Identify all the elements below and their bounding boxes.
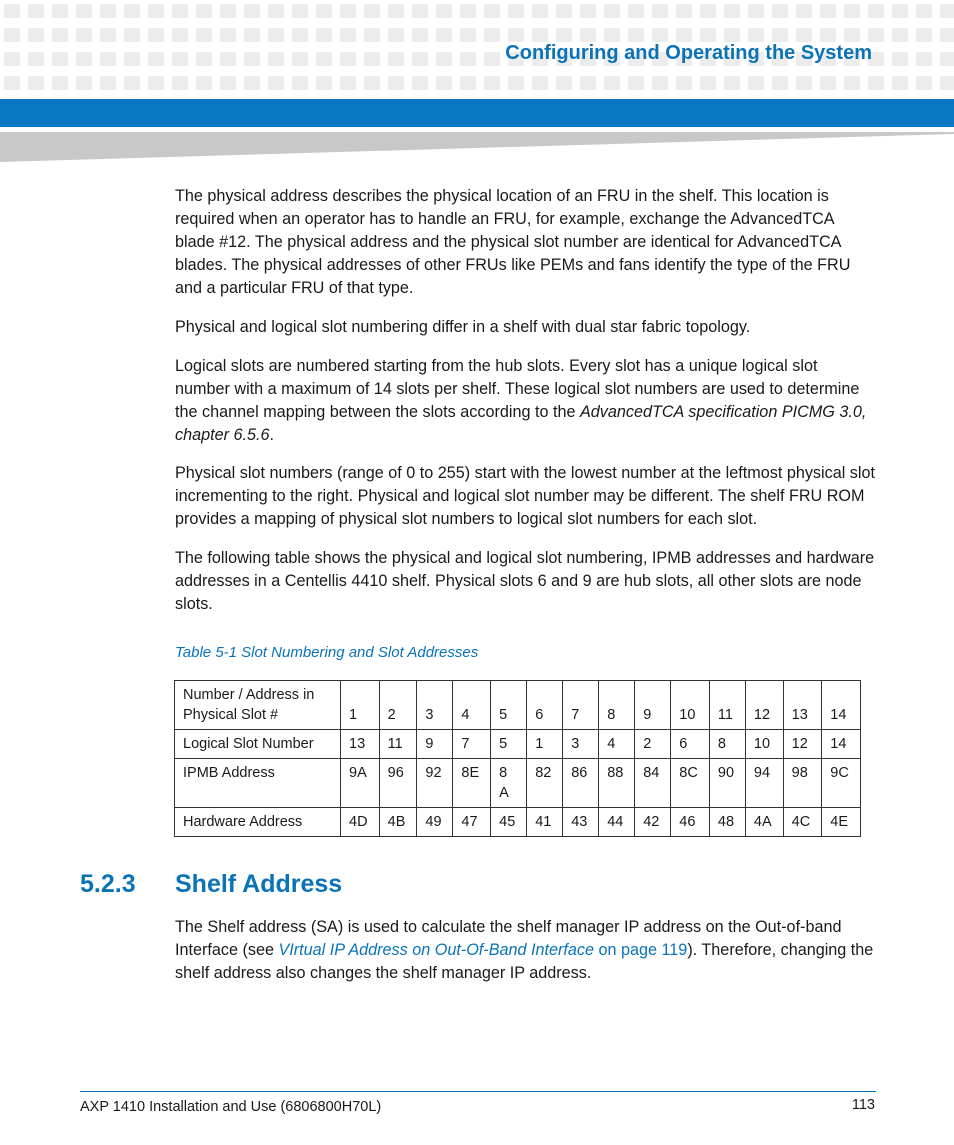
pattern-dot	[316, 28, 332, 42]
pattern-dot	[76, 4, 92, 18]
table-cell: 8	[709, 730, 745, 759]
pattern-dot	[676, 4, 692, 18]
row-label: Hardware Address	[175, 808, 341, 837]
table-cell: 7	[563, 681, 599, 730]
paragraph-block-3	[175, 355, 875, 447]
pattern-dot	[508, 76, 524, 90]
table-cell: 8C	[671, 759, 710, 808]
pattern-dot	[124, 4, 140, 18]
ipmb-address-row	[175, 759, 861, 808]
pattern-dot	[412, 4, 428, 18]
pattern-dot	[244, 52, 260, 66]
header-blue-bar	[0, 99, 954, 127]
table-cell: 4E	[822, 808, 861, 837]
pattern-dot	[460, 76, 476, 90]
pattern-dot	[364, 4, 380, 18]
hardware-address-row	[175, 808, 861, 837]
pattern-dot	[940, 52, 954, 66]
pattern-dot	[532, 4, 548, 18]
pattern-dot	[28, 4, 44, 18]
pattern-dot	[76, 76, 92, 90]
table-cell: 7	[453, 730, 491, 759]
pattern-dot	[460, 52, 476, 66]
pattern-dot	[268, 52, 284, 66]
table-cell: 46	[671, 808, 710, 837]
pattern-dot	[940, 28, 954, 42]
pattern-dot	[364, 52, 380, 66]
pattern-dot	[148, 76, 164, 90]
paragraph-logical-slots	[175, 355, 875, 447]
table-cell: 96	[379, 759, 417, 808]
pattern-dot	[4, 28, 20, 42]
table-cell: 14	[822, 730, 861, 759]
pattern-dot	[364, 76, 380, 90]
table-cell: 4B	[379, 808, 417, 837]
physical-slot-row	[175, 681, 861, 730]
table-cell: 1	[527, 730, 563, 759]
pattern-dot	[484, 28, 500, 42]
pattern-dot	[724, 4, 740, 18]
table-cell: 45	[491, 808, 527, 837]
pattern-dot	[652, 28, 668, 42]
pattern-dot	[4, 4, 20, 18]
pattern-dot	[892, 52, 908, 66]
pattern-dot	[436, 76, 452, 90]
table-cell: 11	[379, 730, 417, 759]
table-cell: 3	[563, 730, 599, 759]
footer-document-title: AXP 1410 Installation and Use (6806800H70L)	[80, 1099, 382, 1115]
pattern-dot	[436, 28, 452, 42]
pattern-dot	[244, 28, 260, 42]
pattern-dot	[388, 76, 404, 90]
pattern-dot	[172, 76, 188, 90]
pattern-dot	[268, 28, 284, 42]
pattern-dot	[28, 52, 44, 66]
pattern-dot	[724, 76, 740, 90]
pattern-dot	[868, 28, 884, 42]
pattern-dot	[196, 28, 212, 42]
table-cell: 12	[745, 681, 783, 730]
pattern-dot	[892, 28, 908, 42]
pattern-dot	[748, 76, 764, 90]
pattern-dot	[796, 28, 812, 42]
pattern-dot	[580, 76, 596, 90]
row-label: Number / Address in Physical Slot #	[175, 681, 341, 730]
table-cell: 2	[379, 681, 417, 730]
table-cell: 90	[709, 759, 745, 808]
pattern-dot	[100, 28, 116, 42]
pattern-dot	[916, 28, 932, 42]
pattern-dot	[796, 4, 812, 18]
table-caption: Table 5-1 Slot Numbering and Slot Addresses	[175, 644, 479, 661]
pattern-dot	[316, 52, 332, 66]
table-cell: 43	[563, 808, 599, 837]
pattern-dot	[76, 52, 92, 66]
pattern-dot	[532, 28, 548, 42]
pattern-dot	[604, 76, 620, 90]
row-label: IPMB Address	[175, 759, 341, 808]
table-cell: 4C	[783, 808, 822, 837]
pattern-dot	[124, 28, 140, 42]
paragraph-block-2	[175, 316, 875, 339]
pattern-dot	[532, 76, 548, 90]
paragraph-logical-slots-text: Logical slots are numbered starting from the hub slots. Every slot has a unique logical slot number with a maximum of 14 slots per shelf. These logical slot numbers are used to determine the channel mapping between the slots according to the	[175, 357, 860, 421]
pattern-dot	[76, 28, 92, 42]
table-cell: 94	[745, 759, 783, 808]
paragraph-physical-slots: Physical slot numbers (range of 0 to 255) start with the lowest number at the leftmost physical slot incrementing to the right. Physical and logical slot number may be different. The shelf FRU ROM provides a mapping of physical slot numbers to logical slot numbers for each slot.	[175, 464, 875, 528]
pattern-dot	[220, 52, 236, 66]
pattern-dot	[700, 4, 716, 18]
pattern-dot	[388, 4, 404, 18]
pattern-dot	[556, 4, 572, 18]
pattern-dot	[916, 52, 932, 66]
pattern-dot	[220, 28, 236, 42]
pattern-dot	[772, 28, 788, 42]
shelf-address-text: The Shelf address (SA) is used to calculate the shelf manager IP address on the Out-of-band Interface (see	[175, 918, 842, 959]
table-cell: 49	[417, 808, 453, 837]
pattern-dot	[340, 28, 356, 42]
pattern-dot	[316, 76, 332, 90]
page-number: 113	[851, 1097, 875, 1113]
pattern-dot	[52, 4, 68, 18]
logical-slot-row	[175, 730, 861, 759]
table-cell: 8	[599, 681, 635, 730]
table-cell: 84	[635, 759, 671, 808]
pattern-dot	[124, 76, 140, 90]
pattern-dot	[196, 52, 212, 66]
pattern-dot	[916, 4, 932, 18]
pattern-dot	[724, 28, 740, 42]
pattern-dot	[748, 4, 764, 18]
pattern-dot	[412, 76, 428, 90]
pattern-dot	[844, 4, 860, 18]
pattern-dot	[652, 4, 668, 18]
table-cell: 12	[783, 730, 822, 759]
table-cell: 9A	[341, 759, 380, 808]
pattern-dot	[340, 4, 356, 18]
pattern-dot	[820, 28, 836, 42]
table-cell: 86	[563, 759, 599, 808]
spec-reference: AdvancedTCA specification PICMG 3.0, chapter 6.5.6	[175, 403, 867, 444]
table-cell: 3	[417, 681, 453, 730]
body-text	[175, 185, 875, 300]
pattern-dot	[292, 28, 308, 42]
pattern-dot	[580, 4, 596, 18]
slot-address-table	[174, 680, 861, 837]
pattern-dot	[916, 76, 932, 90]
pattern-dot	[52, 76, 68, 90]
paragraph-block-4	[175, 462, 875, 531]
pattern-dot	[292, 76, 308, 90]
pattern-dot	[508, 28, 524, 42]
pattern-dot	[676, 28, 692, 42]
pattern-dot	[940, 76, 954, 90]
table-cell: 9C	[822, 759, 861, 808]
pattern-dot	[196, 76, 212, 90]
pattern-dot	[844, 28, 860, 42]
table-cell: 5	[491, 681, 527, 730]
pattern-dot	[556, 76, 572, 90]
pattern-dot	[652, 76, 668, 90]
pattern-dot	[820, 4, 836, 18]
pattern-dot	[340, 76, 356, 90]
pattern-dot	[316, 4, 332, 18]
pattern-dot	[52, 52, 68, 66]
pattern-dot	[412, 52, 428, 66]
pattern-dot	[940, 4, 954, 18]
pattern-dot	[436, 52, 452, 66]
pattern-dot	[148, 28, 164, 42]
crossref-link-page[interactable]: on page 119	[594, 941, 688, 959]
pattern-dot	[628, 76, 644, 90]
pattern-dot	[388, 28, 404, 42]
table-cell: 4	[599, 730, 635, 759]
pattern-dot	[772, 76, 788, 90]
pattern-dot	[244, 76, 260, 90]
pattern-dot	[100, 52, 116, 66]
pattern-dot	[220, 4, 236, 18]
paragraph-block-5	[175, 547, 875, 616]
table-cell: 92	[417, 759, 453, 808]
pattern-dot	[868, 76, 884, 90]
table-cell: 8E	[453, 759, 491, 808]
table-cell: 13	[341, 730, 380, 759]
table-cell: 88	[599, 759, 635, 808]
pattern-dot	[460, 4, 476, 18]
pattern-dot	[124, 52, 140, 66]
pattern-dot	[628, 28, 644, 42]
pattern-dot	[100, 4, 116, 18]
footer-rule	[80, 1091, 876, 1092]
pattern-dot	[268, 4, 284, 18]
pattern-dot	[292, 4, 308, 18]
table-cell: 11	[709, 681, 745, 730]
pattern-dot	[748, 28, 764, 42]
pattern-dot	[556, 28, 572, 42]
pattern-dot	[100, 76, 116, 90]
pattern-dot	[172, 28, 188, 42]
pattern-dot	[172, 52, 188, 66]
pattern-dot	[220, 76, 236, 90]
pattern-dot	[52, 28, 68, 42]
table-cell: 47	[453, 808, 491, 837]
pattern-dot	[484, 4, 500, 18]
table-cell: 44	[599, 808, 635, 837]
pattern-dot	[172, 4, 188, 18]
table-cell: 10	[745, 730, 783, 759]
paragraph-slot-numbering: Physical and logical slot numbering differ in a shelf with dual star fabric topology.	[175, 318, 751, 336]
pattern-dot	[676, 76, 692, 90]
pattern-dot	[700, 76, 716, 90]
paragraph-logical-slots-end: .	[269, 426, 274, 444]
pattern-dot	[460, 28, 476, 42]
pattern-dot	[388, 52, 404, 66]
table-cell: 1	[341, 681, 380, 730]
table-cell: 4	[453, 681, 491, 730]
pattern-dot	[4, 52, 20, 66]
crossref-link-title[interactable]: VIrtual IP Address on Out-Of-Band Interface	[278, 941, 594, 959]
pattern-dot	[868, 4, 884, 18]
pattern-dot	[604, 4, 620, 18]
table-cell: 9	[635, 681, 671, 730]
pattern-dot	[268, 76, 284, 90]
pattern-dot	[244, 4, 260, 18]
table-cell: 42	[635, 808, 671, 837]
pattern-dot	[628, 4, 644, 18]
row-label: Logical Slot Number	[175, 730, 341, 759]
pattern-dot	[412, 28, 428, 42]
table-cell: 4D	[341, 808, 380, 837]
pattern-dot	[484, 52, 500, 66]
table-cell: 98	[783, 759, 822, 808]
paragraph-block-shelf	[175, 916, 875, 985]
pattern-dot	[772, 4, 788, 18]
table-cell: 82	[527, 759, 563, 808]
pattern-dot	[148, 4, 164, 18]
table-cell: 10	[671, 681, 710, 730]
pattern-dot	[28, 76, 44, 90]
paragraph-table-intro: The following table shows the physical and logical slot numbering, IPMB addresses and hardware addresses in a Centellis 4410 shelf. Physical slots 6 and 9 are hub slots, all other slots are node slots.	[175, 549, 875, 613]
pattern-dot	[148, 52, 164, 66]
pattern-dot	[820, 76, 836, 90]
table-cell: 41	[527, 808, 563, 837]
header-gray-wedge	[0, 132, 954, 162]
pattern-dot	[844, 76, 860, 90]
pattern-dot	[196, 4, 212, 18]
pattern-dot	[580, 28, 596, 42]
section-title: Shelf Address	[175, 870, 343, 898]
pattern-dot	[700, 28, 716, 42]
table-cell: 13	[783, 681, 822, 730]
table-cell: 14	[822, 681, 861, 730]
paragraph-shelf-address	[175, 916, 875, 985]
pattern-dot	[436, 4, 452, 18]
shelf-address-text-end: ). Therefore, changing the shelf address also changes the shelf manager IP address.	[175, 941, 874, 982]
pattern-dot	[604, 28, 620, 42]
section-number: 5.2.3	[80, 870, 136, 898]
table-cell: 2	[635, 730, 671, 759]
chapter-title: Configuring and Operating the System	[505, 42, 872, 64]
table-cell: 9	[417, 730, 453, 759]
pattern-dot	[508, 4, 524, 18]
pattern-dot	[292, 52, 308, 66]
table-cell: 8 A	[491, 759, 527, 808]
paragraph-physical-address: The physical address describes the physical location of an FRU in the shelf. This location is required when an operator has to handle an FRU, for example, exchange the AdvancedTCA blade #12. The physical address and the physical slot number are identical for AdvancedTCA blades. The physical addresses of other FRUs like PEMs and fans identify the type of the FRU and a particular FRU of that type.	[175, 187, 851, 297]
pattern-dot	[364, 28, 380, 42]
pattern-dot	[340, 52, 356, 66]
pattern-dot	[796, 76, 812, 90]
pattern-dot	[28, 28, 44, 42]
pattern-dot	[4, 76, 20, 90]
table-cell: 6	[671, 730, 710, 759]
pattern-dot	[484, 76, 500, 90]
pattern-dot	[892, 4, 908, 18]
table-cell: 4A	[745, 808, 783, 837]
table-cell: 6	[527, 681, 563, 730]
table-cell: 48	[709, 808, 745, 837]
table-cell: 5	[491, 730, 527, 759]
pattern-dot	[892, 76, 908, 90]
